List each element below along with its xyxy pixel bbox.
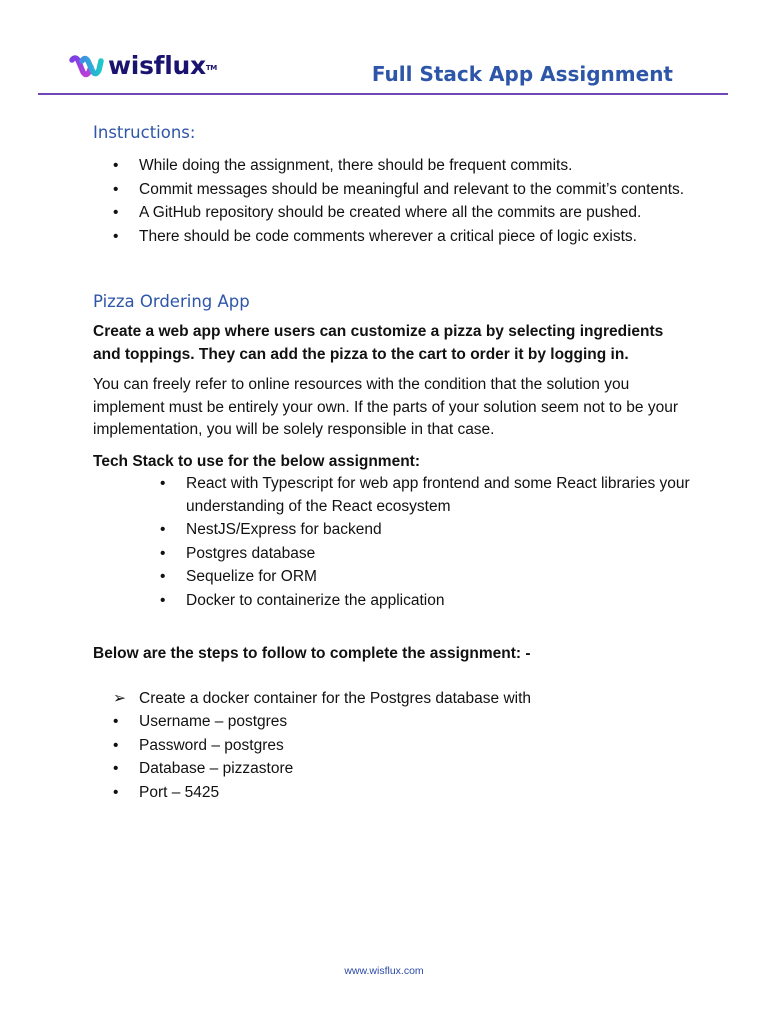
list-item: • React with Typescript for web app frontend and some React libraries your understanding of the React ecosystem [160, 475, 690, 515]
list-item: • While doing the assignment, there should be frequent commits. [93, 155, 693, 178]
list-item: • Commit messages should be meaningful and relevant to the commit’s contents. [93, 179, 693, 202]
bullet-icon: • [160, 591, 166, 609]
list-item: • Database – pizzastore [93, 758, 693, 781]
instructions-list [93, 155, 693, 248]
app-intro: Create a web app where users can customize a pizza by selecting ingredients and toppings. They can add the pizza to the cart to order it by logging in. [93, 323, 664, 363]
trademark-mark: TM [205, 64, 217, 72]
list-item: • Password – postgres [93, 735, 693, 758]
app-heading: Pizza Ordering App [93, 292, 250, 311]
app-note: You can freely refer to online resources with the condition that the solution you implement must be entirely your own. If the parts of your solution seem not to be your implementation, you will be solely responsible in that case. [93, 376, 678, 438]
brand-name: wisflux™ [108, 51, 217, 80]
tech-stack-label: Tech Stack to use for the below assignment: [93, 452, 420, 470]
bullet-icon: • [113, 157, 119, 174]
bullet-icon: • [113, 760, 119, 777]
list-item: ➢ Create a docker container for the Postgres database with [93, 688, 693, 711]
list-item: • Sequelize for ORM [93, 566, 693, 589]
bullet-icon: • [113, 713, 119, 730]
instructions-heading: Instructions: [93, 123, 196, 142]
tech-stack-list [93, 473, 693, 612]
bullet-icon: • [113, 180, 119, 198]
arrow-bullet-icon: ➢ [113, 689, 126, 707]
bullet-icon: • [160, 521, 166, 538]
bullet-icon: • [113, 227, 119, 245]
footer-website-link[interactable]: www.wisflux.com [344, 965, 424, 977]
bullet-icon: • [160, 475, 166, 492]
bullet-icon: • [160, 544, 166, 562]
list-item: • Postgres database [93, 543, 693, 566]
brand-logo [68, 52, 217, 80]
list-item: • Docker to containerize the application [93, 590, 693, 613]
list-item: • Port – 5425 [93, 782, 693, 805]
list-item: • Username – postgres [93, 711, 693, 734]
bullet-icon: • [113, 736, 119, 754]
steps-list [93, 688, 693, 805]
bullet-icon: • [113, 204, 119, 221]
list-item: • NestJS/Express for backend [93, 519, 693, 542]
document-title: Full Stack App Assignment [371, 62, 673, 86]
document-body [93, 119, 693, 804]
steps-label: Below are the steps to follow to complete the assignment: - [93, 645, 531, 662]
wisflux-logo-icon [68, 52, 104, 80]
page-header [0, 0, 768, 100]
bullet-icon: • [160, 568, 166, 585]
header-divider [38, 93, 728, 95]
bullet-icon: • [113, 783, 119, 801]
list-item: • A GitHub repository should be created where all the commits are pushed. [93, 202, 693, 225]
list-item: • There should be code comments wherever a critical piece of logic exists. [93, 226, 693, 249]
